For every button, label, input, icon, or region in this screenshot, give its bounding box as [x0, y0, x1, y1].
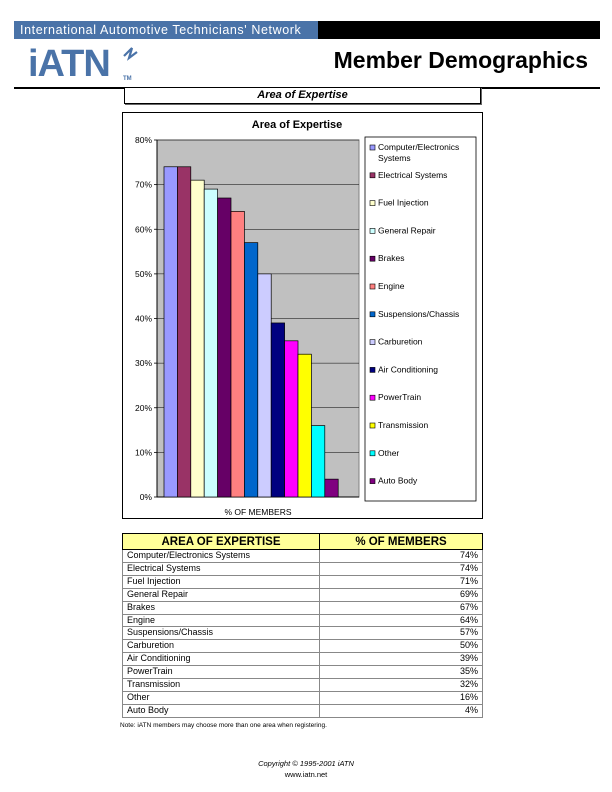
chart-title: Area of Expertise: [251, 119, 343, 131]
bar-5: [218, 198, 231, 497]
legend-swatch-12: [370, 451, 375, 456]
bar-11: [298, 354, 311, 497]
percent-cell: 32%: [320, 679, 483, 692]
logo-text: iATN: [28, 43, 110, 82]
area-cell: Transmission: [123, 679, 320, 692]
bar-1: [164, 167, 177, 497]
percent-cell: 69%: [320, 588, 483, 601]
y-tick-label: 70%: [134, 179, 152, 190]
area-cell: Fuel Injection: [123, 575, 320, 588]
percent-cell: 71%: [320, 575, 483, 588]
y-tick-label: 50%: [134, 268, 152, 279]
table-row: [123, 588, 483, 601]
table-row: [123, 653, 483, 666]
y-tick-label: 0%: [139, 492, 152, 502]
legend-swatch-2: [370, 173, 375, 178]
logo-trademark: TM: [123, 76, 132, 82]
area-cell: Engine: [123, 614, 320, 627]
legend-swatch-11: [370, 423, 375, 428]
chart-container: [122, 112, 483, 519]
bar-7: [244, 243, 257, 497]
legend-label-5: Brakes: [378, 253, 405, 264]
logo-swoosh-icon: [124, 48, 137, 58]
copyright: Copyright © 1995-2001 iATN: [258, 759, 354, 768]
area-cell: Auto Body: [123, 704, 320, 717]
table-header-row: [123, 534, 483, 550]
legend-label-3: Fuel Injection: [378, 197, 429, 208]
bar-8: [258, 274, 271, 497]
footnote: Note: iATN members may choose more than one area when registering.: [120, 722, 327, 729]
area-cell: Air Conditioning: [123, 653, 320, 666]
network-banner: [14, 21, 600, 39]
area-cell: Other: [123, 691, 320, 704]
network-name: International Automotive Technicians' Network: [14, 21, 318, 39]
legend-swatch-5: [370, 256, 375, 261]
table-row: [123, 601, 483, 614]
table-row: [123, 666, 483, 679]
y-tick-label: 30%: [134, 358, 152, 369]
bar-2: [177, 167, 190, 497]
x-axis-label: % OF MEMBERS: [224, 507, 292, 517]
table-row: [123, 679, 483, 692]
legend-label-2: Electrical Systems: [378, 169, 448, 180]
table-row: [123, 704, 483, 717]
area-cell: Computer/Electronics Systems: [123, 550, 320, 563]
legend-label-4: General Repair: [378, 225, 436, 236]
bar-3: [191, 180, 204, 497]
legend-swatch-9: [370, 367, 375, 372]
bar-13: [325, 479, 338, 497]
legend-label-12: Other: [378, 447, 400, 458]
legend-box: [365, 137, 476, 501]
percent-cell: 64%: [320, 614, 483, 627]
percent-cell: 74%: [320, 550, 483, 563]
percent-cell: 67%: [320, 601, 483, 614]
legend-label-11: Transmission: [378, 420, 429, 430]
y-tick-label: 10%: [134, 447, 152, 458]
legend-label-13: Auto Body: [378, 475, 418, 486]
bar-10: [285, 341, 298, 497]
percent-cell: 4%: [320, 704, 483, 717]
expertise-table: [122, 533, 483, 718]
legend-label-7: Suspensions/Chassis: [378, 308, 460, 319]
legend-swatch-8: [370, 340, 375, 345]
percent-cell: 16%: [320, 691, 483, 704]
legend-swatch-3: [370, 201, 375, 206]
percent-cell: 74%: [320, 562, 483, 575]
expertise-table-container: [122, 533, 483, 718]
iatn-logo: [28, 42, 158, 82]
table-row: [123, 691, 483, 704]
area-cell: General Repair: [123, 588, 320, 601]
table-row: [123, 550, 483, 563]
legend-swatch-10: [370, 395, 375, 400]
bar-12: [311, 426, 324, 497]
area-cell: Brakes: [123, 601, 320, 614]
percent-cell: 39%: [320, 653, 483, 666]
legend-label-8: Carburetion: [378, 336, 423, 347]
bar-9: [271, 323, 284, 497]
table-row: [123, 575, 483, 588]
table-row: [123, 640, 483, 653]
website-url: www.iatn.net: [284, 770, 328, 779]
legend-swatch-4: [370, 228, 375, 233]
legend-swatch-6: [370, 284, 375, 289]
y-tick-label: 60%: [134, 224, 152, 235]
bar-6: [231, 211, 244, 497]
area-cell: Carburetion: [123, 640, 320, 653]
table-row: [123, 614, 483, 627]
legend-swatch-7: [370, 312, 375, 317]
legend-label-6: Engine: [378, 281, 405, 291]
y-tick-label: 20%: [134, 402, 152, 413]
legend-swatch-1: [370, 145, 375, 150]
table-row: [123, 627, 483, 640]
area-cell: PowerTrain: [123, 666, 320, 679]
column-header-percent: % OF MEMBERS: [320, 534, 483, 550]
percent-cell: 35%: [320, 666, 483, 679]
legend-label-9: Air Conditioning: [378, 364, 439, 375]
table-row: [123, 562, 483, 575]
percent-cell: 57%: [320, 627, 483, 640]
legend-label-1: Computer/Electronics Systems: [378, 142, 460, 163]
area-cell: Suspensions/Chassis: [123, 627, 320, 640]
expertise-bar-chart: [123, 113, 484, 520]
y-tick-label: 40%: [134, 313, 152, 324]
legend-swatch-13: [370, 479, 375, 484]
section-title: Area of Expertise: [124, 87, 481, 104]
percent-cell: 50%: [320, 640, 483, 653]
column-header-area: AREA OF EXPERTISE: [123, 534, 320, 550]
y-tick-label: 80%: [134, 135, 152, 145]
area-cell: Electrical Systems: [123, 562, 320, 575]
legend-label-10: PowerTrain: [378, 392, 422, 403]
page-title: Member Demographics: [333, 47, 588, 73]
bar-4: [204, 189, 217, 497]
